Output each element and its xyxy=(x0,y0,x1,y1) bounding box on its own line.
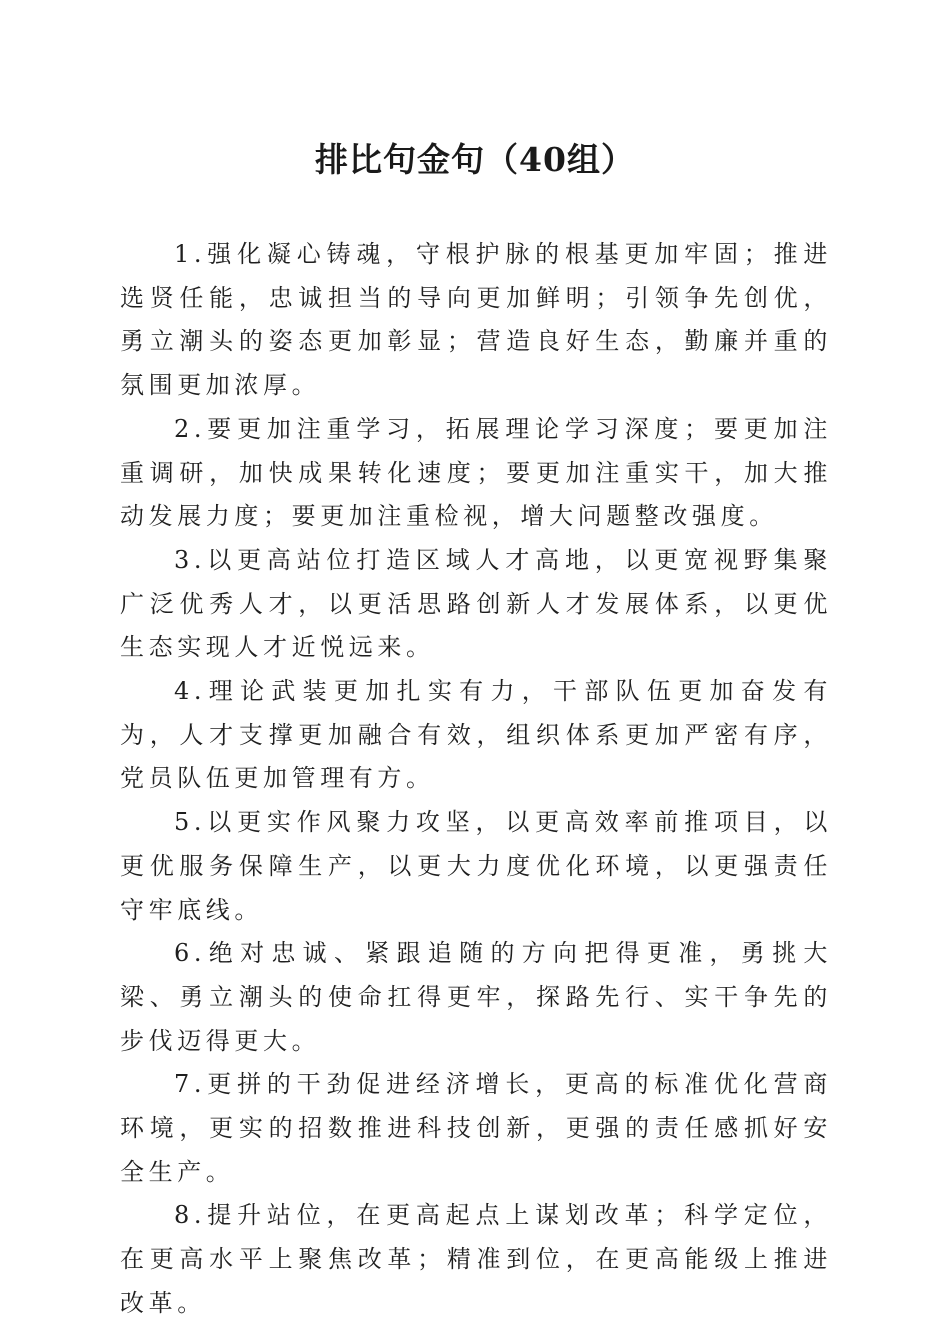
paragraph-2: 2.要更加注重学习，拓展理论学习深度；要更加注重调研，加快成果转化速度；要更加注重实干，加大推动发展力度；要更加注重检视，增大问题整改强度。 xyxy=(120,414,832,531)
document-body xyxy=(120,233,832,1326)
paragraph-3: 3.以更高站位打造区域人才高地，以更宽视野集聚广泛优秀人才，以更活思路创新人才发展体系，以更优生态实现人才近悦远来。 xyxy=(120,545,832,662)
document-title: 排比句金句（40组） xyxy=(315,140,635,179)
paragraph-1: 1.强化凝心铸魂，守根护脉的根基更加牢固；推进选贤任能，忠诚担当的导向更加鲜明；引领争先创优，勇立潮头的姿态更加彰显；营造良好生态，勤廉并重的氛围更加浓厚。 xyxy=(120,240,832,400)
paragraph-8: 8.提升站位，在更高起点上谋划改革；科学定位，在更高水平上聚焦改革；精准到位，在更高能级上推进改革。 xyxy=(120,1201,832,1317)
paragraph-4: 4.理论武装更加扎实有力，干部队伍更加奋发有为，人才支撑更加融合有效，组织体系更加严密有序，党员队伍更加管理有方。 xyxy=(120,677,832,793)
paragraph-5: 5.以更实作风聚力攻坚，以更高效率前推项目，以更优服务保障生产，以更大力度优化环境，以更强责任守牢底线。 xyxy=(120,808,832,924)
paragraph-6: 6.绝对忠诚、紧跟追随的方向把得更准，勇挑大梁、勇立潮头的使命扛得更牢，探路先行、实干争先的步伐迈得更大。 xyxy=(120,939,832,1055)
paragraph-7: 7.更拼的干劲促进经济增长，更高的标准优化营商环境，更实的招数推进科技创新，更强的责任感抓好安全生产。 xyxy=(120,1070,832,1186)
